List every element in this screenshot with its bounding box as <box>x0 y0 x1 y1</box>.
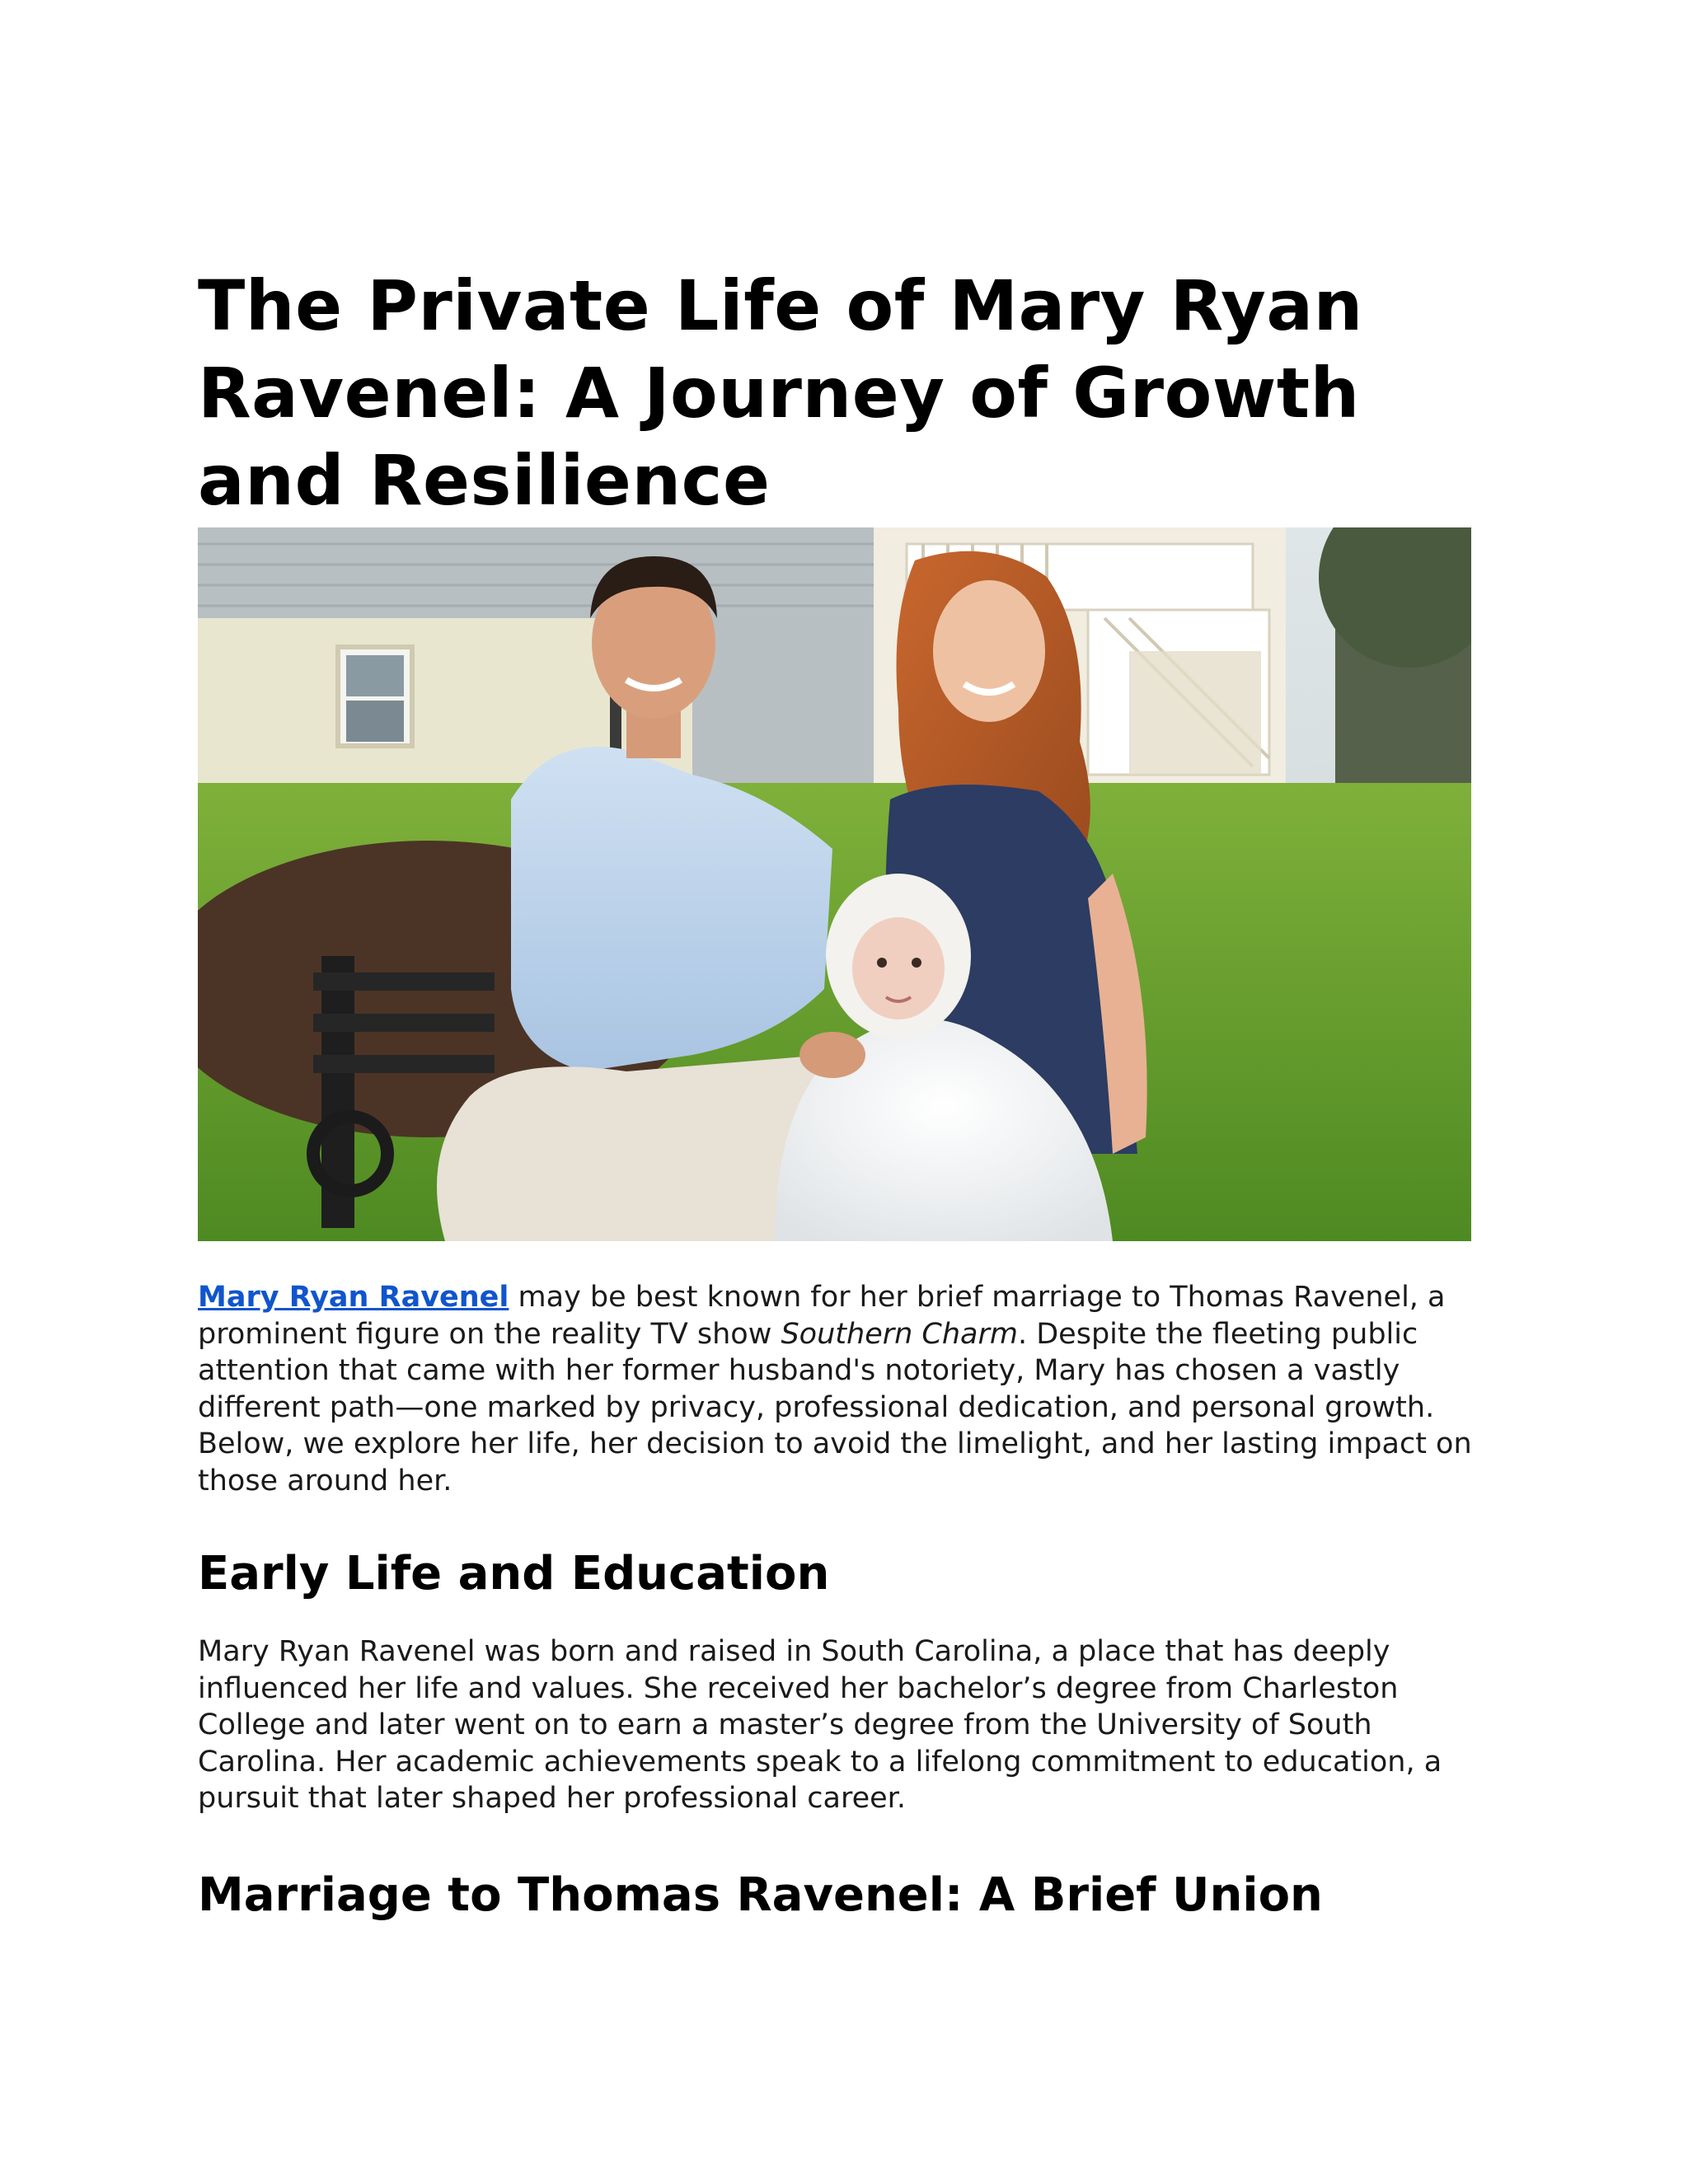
family-photo-image <box>198 527 1471 1241</box>
intro-text-part-2: . Despite the fleeting public attention that came with her former husband's notoriety, Mary has chosen a vastly different path—one marked by privacy, professional dedication, and personal growth. Below, we explore her life, her decision to avoid the limelight, and her lasting impact on those around her. <box>198 1317 1472 1497</box>
page-title: The Private Life of Mary Ryan Ravenel: A Journey of Growth and Resilience <box>198 265 1363 521</box>
intro-text-part-1: may be best known for her brief marriage to Thomas Ravenel, a prominent figure on the reality TV show <box>198 1281 1446 1351</box>
author-name-link[interactable]: Mary Ryan Ravenel <box>198 1281 509 1314</box>
intro-paragraph <box>198 1279 1485 1500</box>
section-heading-marriage: Marriage to Thomas Ravenel: A Brief Union <box>198 1868 1323 1922</box>
hero-image <box>198 527 1471 1241</box>
show-title: Southern Charm <box>781 1317 1018 1351</box>
section-heading-early-life: Early Life and Education <box>198 1547 830 1601</box>
early-life-paragraph: Mary Ryan Ravenel was born and raised in South Carolina, a place that has deeply influenced her life and values. She received her bachelor’s degree from Charleston College and later went on to earn a master’s degree from the University of South Carolina. Her academic achievements speak to a lifelong commitment to education, a pursuit that later shaped her professional career. <box>198 1635 1442 1816</box>
